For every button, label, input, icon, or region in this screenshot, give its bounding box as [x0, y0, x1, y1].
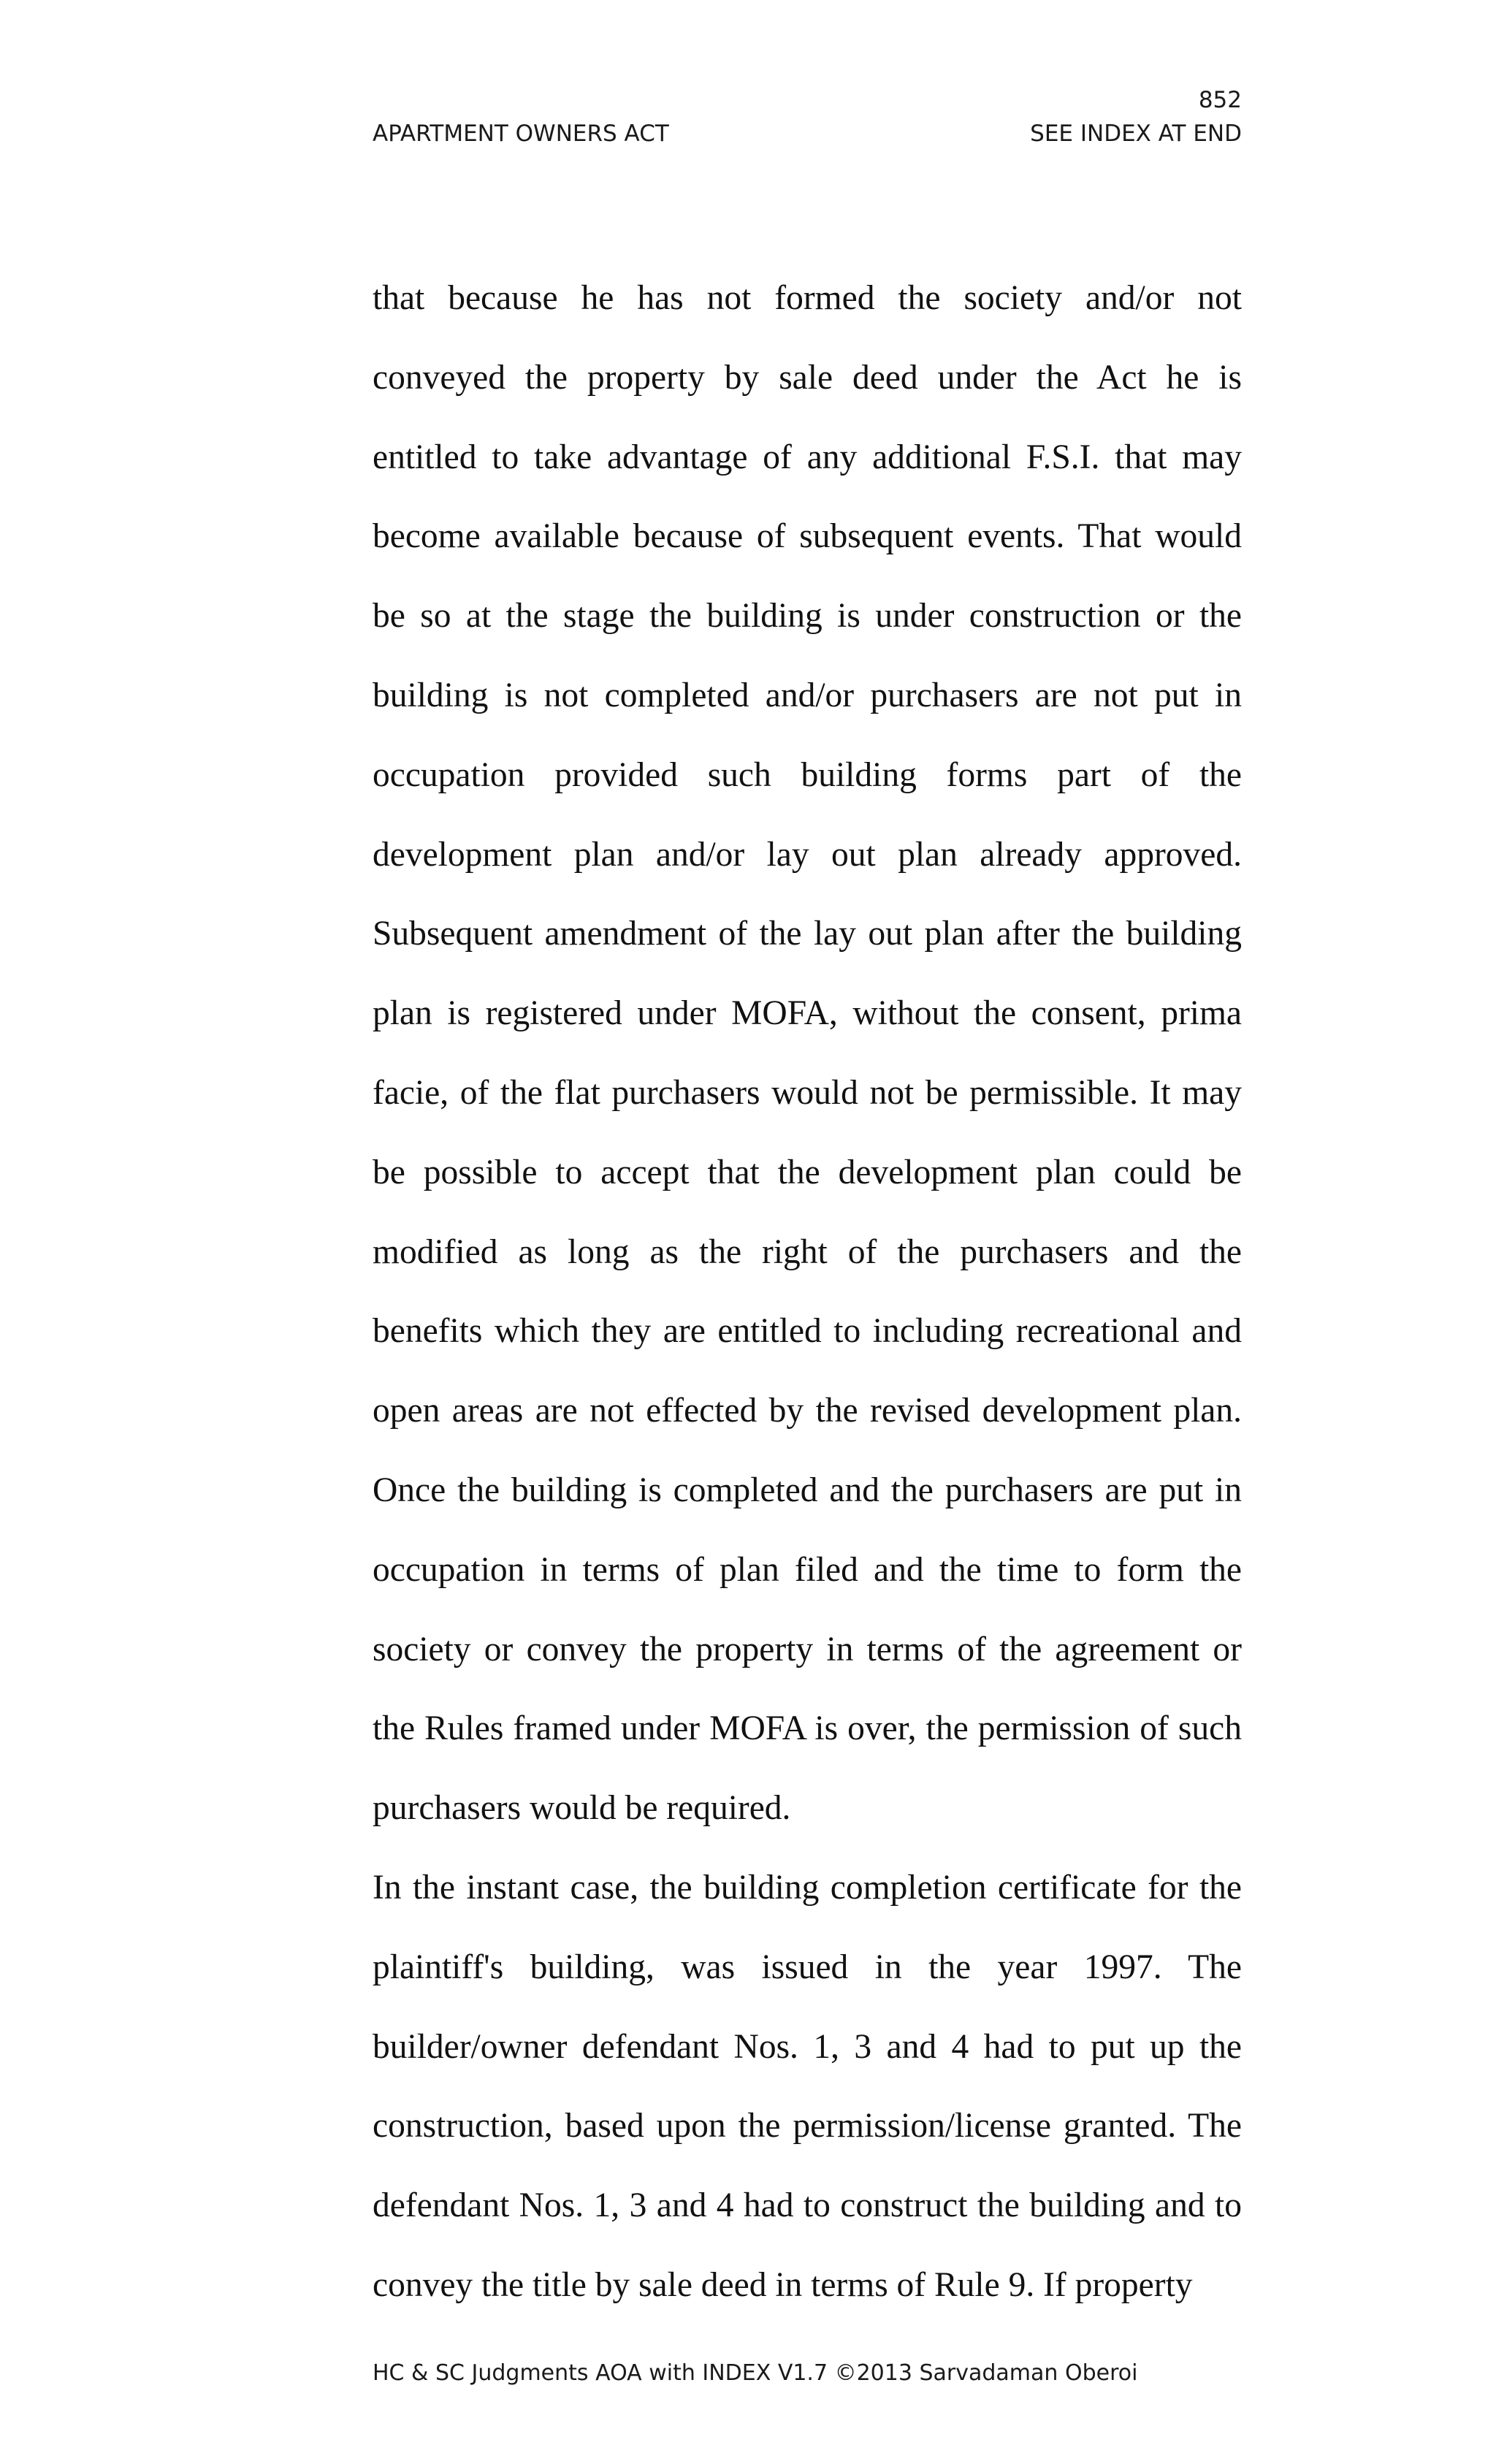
header-index-note: SEE INDEX AT END — [1030, 121, 1242, 147]
paragraph: In the instant case, the building completion certificate for the plaintiff's building, was issued in the year 1997. The builder/owner defendant Nos. 1, 3 and 4 had to put up the construction, based upon the permission/license granted. The defendant Nos. 1, 3 and 4 had to construct the building and to convey the title by sale deed in terms of Rule 9. If property — [373, 1868, 1242, 2304]
page-number: 852 — [1198, 87, 1242, 113]
header-title: APARTMENT OWNERS ACT — [373, 121, 669, 147]
running-header — [373, 123, 1242, 145]
page-footer: HC & SC Judgments AOA with INDEX V1.7 ©2013 Sarvadaman Oberoi — [373, 2360, 1138, 2386]
paragraph: that because he has not formed the society and/or not conveyed the property by sale deed under the Act he is entitled to take advantage of any additional F.S.I. that may become available because of subsequent events. That would be so at the stage the building is under construction or the building is not completed and/or purchasers are not put in occupation provided such building forms part of the development plan and/or lay out plan already approved. Subsequent amendment of the lay out plan after the building plan is registered under MOFA, without the consent, prima facie, of the flat purchasers would not be permissible. It may be possible to accept that the development plan could be modified as long as the right of the purchasers and the benefits which they are entitled to including recreational and open areas are not effected by the revised development plan. Once the building is completed and the purchasers are put in occupation in terms of plan filed and the time to form the society or convey the property in terms of the agreement or the Rules framed under MOFA is over, the permission of such purchasers would be required. — [373, 279, 1242, 1828]
document-body — [373, 259, 1242, 2325]
